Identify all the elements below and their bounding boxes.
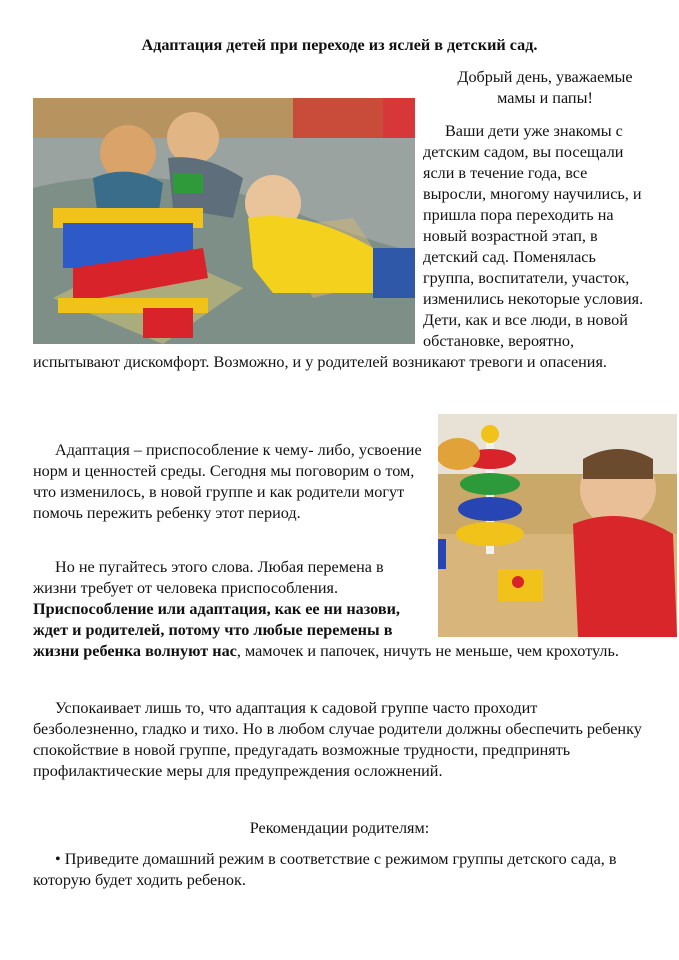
paragraph-change-intro: Но не пугайтесь этого слова. Любая перемена в жизни требует от человека приспособления. (33, 558, 384, 597)
paragraph-adaptation-definition: Адаптация – приспособление к чему- либо, усвоение норм и ценностей среды. Сегодня мы поговорим о том, что изменилось, в новой группе и как родители могут помочь пережить ребенку этот период. (33, 441, 422, 522)
greeting-line-2: мамы и папы! (497, 89, 593, 107)
paragraph-intro-text: Ваши дети уже знакомы с детским садом, вы посещали ясли в течение года, все выросли, многому научились, и пришла пора переходить на новый возрастной этап, в детский сад. Поменялась группа, воспитатели, участок, изменились некоторые условия. Дети, как и все люди, в новой обстановке, вероятно, испытывают дискомфорт. Возможно, и у родителей возникают тревоги и опасения. (33, 122, 644, 371)
recommendation-item: • Приведите домашний режим в соответствие с режимом группы детского сада, в которую будет ходить ребенок. (33, 850, 617, 889)
greeting-line-1: Добрый день, уважаемые (457, 68, 633, 86)
paragraph-change-bold: Приспособление или адаптация, как ее ни назови, ждет и родителей, потому что любые перемены в жизни ребенка волнуют нас (33, 600, 400, 660)
greeting (440, 67, 650, 109)
page-title: Адаптация детей при переходе из яслей в детский сад. (141, 36, 538, 54)
paragraph-change-end: , мамочек и папочек, ничуть не меньше, чем крохотуль. (236, 642, 619, 660)
paragraph-intro (33, 121, 645, 373)
recommendations-heading: Рекомендации родителям: (249, 819, 430, 837)
paragraph-change (33, 557, 645, 662)
paragraph-reassurance: Успокаивает лишь то, что адаптация к садовой группе часто проходит безболезненно, гладко и тихо. Но в любом случае родители должны обеспечить ребенку спокойствие в новой группе, предугадать возможные трудности, предпринять профилактические меры для предупреждения осложнений. (33, 699, 642, 780)
